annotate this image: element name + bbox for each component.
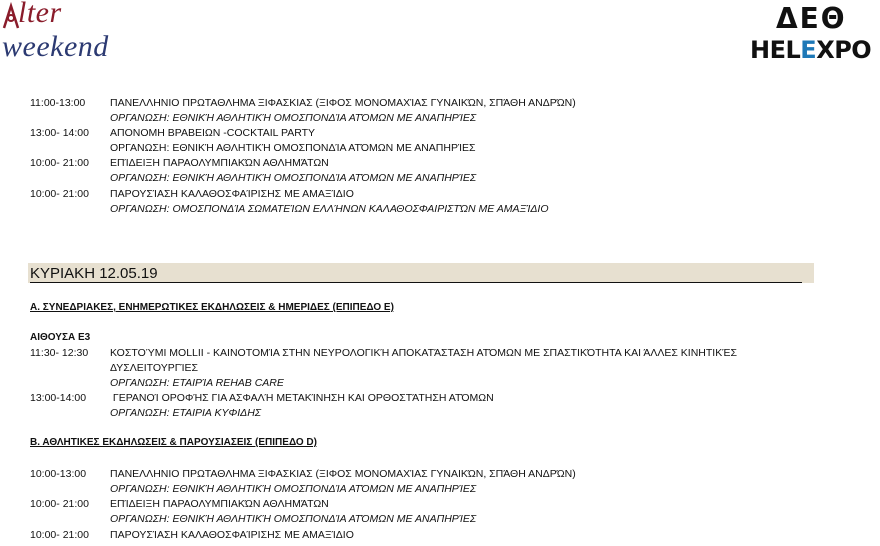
event-row [30,347,737,360]
day-title-underline [30,282,802,283]
logo-helexpo-text [750,36,871,64]
logo-helexpo-part2: E [800,36,817,64]
event-title: ΕΠΊΔΕΙΞΗ ΠΑΡΑΟΛΥΜΠΙΑΚΏΝ ΑΘΛΗΜΆΤΩΝ [110,157,329,169]
event-time: 11:30- 12:30 [30,347,89,359]
event-title: ΠΑΡΟΥΣΊΑΣΗ ΚΑΛΑΘΟΣΦΑΊΡΙΣΗΣ ΜΕ ΑΜΑΞΊΔΙΟ [110,529,354,541]
event-organizer: ΟΡΓΑΝΩΣΗ: ΕΘΝΙΚΉ ΑΘΛΗΤΙΚΉ ΟΜΟΣΠΟΝΔΊΑ ΑΤΌΜΩΝ ΜΕ ΑΝΑΠΗΡΊΕΣ [110,172,477,184]
event-title: ΠΑΝΕΛΛΗΝΙΟ ΠΡΩΤΑΘΛΗΜΑ ΞΙΦΑΣΚΙΑΣ (ΞΙΦΟΣ ΜΟΝΟΜΑΧΊΑΣ ΓΥΝΑΙΚΏΝ, ΣΠΆΘΗ ΑΝΔΡΏΝ) [110,97,576,109]
event-organizer: ΟΡΓΑΝΩΣΗ: ΕΤΑΙΡΊΑ REHAB CARE [110,377,284,389]
event-organizer: ΟΡΓΑΝΩΣΗ: ΕΘΝΙΚΉ ΑΘΛΗΤΙΚΉ ΟΜΟΣΠΟΝΔΊΑ ΑΤΌΜΩΝ ΜΕ ΑΝΑΠΗΡΊΕΣ [110,112,477,124]
section-a-heading: Α. ΣΥΝΕΔΡΙΑΚΕΣ, ΕΝΗΜΕΡΩΤΙΚΕΣ ΕΚΔΗΛΩΣΕΙΣ & ΗΜΕΡΙΔΕΣ (ΕΠΙΠΕΔΟ Ε) [30,302,394,313]
event-time: 13:00-14:00 [30,392,87,404]
event-row [30,392,494,405]
event-row [30,188,354,201]
event-title-continued: ΔΥΣΛΕΙΤΟΥΡΓΊΕΣ [110,362,199,374]
event-organizer: ΟΡΓΑΝΩΣΗ: ΕΘΝΙΚΉ ΑΘΛΗΤΙΚΉ ΟΜΟΣΠΟΝΔΊΑ ΑΤΌΜΩΝ ΜΕ ΑΝΑΠΗΡΊΕΣ [110,513,477,525]
logo-helexpo-part3: XPO [816,36,872,64]
event-title: ΠΑΡΟΥΣΊΑΣΗ ΚΑΛΑΘΟΣΦΑΊΡΙΣΗΣ ΜΕ ΑΜΑΞΊΔΙΟ [110,188,354,200]
event-row [30,498,329,511]
event-time: 10:00- 21:00 [30,157,89,169]
event-time: 13:00- 14:00 [30,127,89,139]
event-row [30,97,576,110]
logo-helexpo-part1: HEL [750,36,801,64]
event-time: 10:00- 21:00 [30,529,89,541]
room-label: ΑΙΘΟΥΣΑ Ε3 [30,332,91,343]
event-time: 11:00-13:00 [30,97,86,109]
day-title: ΚΥΡΙΑΚΗ 12.05.19 [30,265,158,282]
event-organizer: ΟΡΓΑΝΩΣΗ: ΕΘΝΙΚΉ ΑΘΛΗΤΙΚΉ ΟΜΟΣΠΟΝΔΊΑ ΑΤΌΜΩΝ ΜΕ ΑΝΑΠΗΡΊΕΣ [110,483,477,495]
event-title: ΑΠΟΝΟΜΗ ΒΡΑΒΕΙΩΝ -COCKTAIL PARTY [110,127,316,139]
section-b-heading: Β. ΑΘΛΗΤΙΚΕΣ ΕΚΔΗΛΩΣΕΙΣ & ΠΑΡΟΥΣΙΑΣΕΙΣ (ΕΠΙΠΕΔΟ D) [30,437,317,448]
event-time: 10:00- 21:00 [30,498,89,510]
event-row [30,529,354,542]
event-organizer: ΟΡΓΑΝΩΣΗ: ΟΜΟΣΠΟΝΔΊΑ ΣΩΜΑΤΕΊΩΝ ΕΛΛΉΝΩΝ ΚΑΛΑΘΟΣΦΑΙΡΙΣΤΏΝ ΜΕ ΑΜΑΞΊΔΙΟ [110,203,549,215]
event-row [30,127,315,140]
logo-alter-text: lter [18,0,62,29]
alter-weekend-logo [0,0,120,70]
helexpo-logo [750,2,880,68]
event-row [30,157,329,170]
event-organizer: ΟΡΓΑΝΩΣΗ: ΕΘΝΙΚΉ ΑΘΛΗΤΙΚΉ ΟΜΟΣΠΟΝΔΊΑ ΑΤΌΜΩΝ ΜΕ ΑΝΑΠΗΡΊΕΣ [110,142,476,154]
event-time: 10:00- 21:00 [30,188,89,200]
event-title: ΠΑΝΕΛΛΗΝΙΟ ΠΡΩΤΑΘΛΗΜΑ ΞΙΦΑΣΚΙΑΣ (ΞΙΦΟΣ ΜΟΝΟΜΑΧΊΑΣ ΓΥΝΑΙΚΏΝ, ΣΠΆΘΗ ΑΝΔΡΏΝ) [110,468,576,480]
event-organizer: ΟΡΓΑΝΩΣΗ: ΕΤΑΙΡΙΑ ΚΥΦΙΔΗΣ [110,407,262,419]
event-time: 10:00-13:00 [30,468,87,480]
event-title: ΚΟΣΤΟΎΜΙ MOLLII - ΚΑΙΝΟΤΟΜΊΑ ΣΤΗΝ ΝΕΥΡΟΛΟΓΙΚΉ ΑΠΟΚΑΤΆΣΤΑΣΗ ΑΤΌΜΩΝ ΜΕ ΣΠΑΣΤΙΚΌΤΗΤΑ ΚΑΙ ΆΛΛΕΣ ΚΙΝΗΤΙΚΈΣ [110,347,737,359]
event-title: ΓΕΡΑΝΟΊ ΟΡΟΦΉΣ ΓΙΑ ΑΣΦΑΛΉ ΜΕΤΑΚΊΝΗΣΗ ΚΑΙ ΟΡΘΟΣΤΆΤΗΣΗ ΑΤΌΜΩΝ [110,392,494,404]
logo-weekend-text: weekend [2,30,109,63]
event-title: ΕΠΊΔΕΙΞΗ ΠΑΡΑΟΛΥΜΠΙΑΚΏΝ ΑΘΛΗΜΆΤΩΝ [110,498,329,510]
event-row [30,468,576,481]
logo-deth-text: ΔΕΘ [776,2,847,35]
